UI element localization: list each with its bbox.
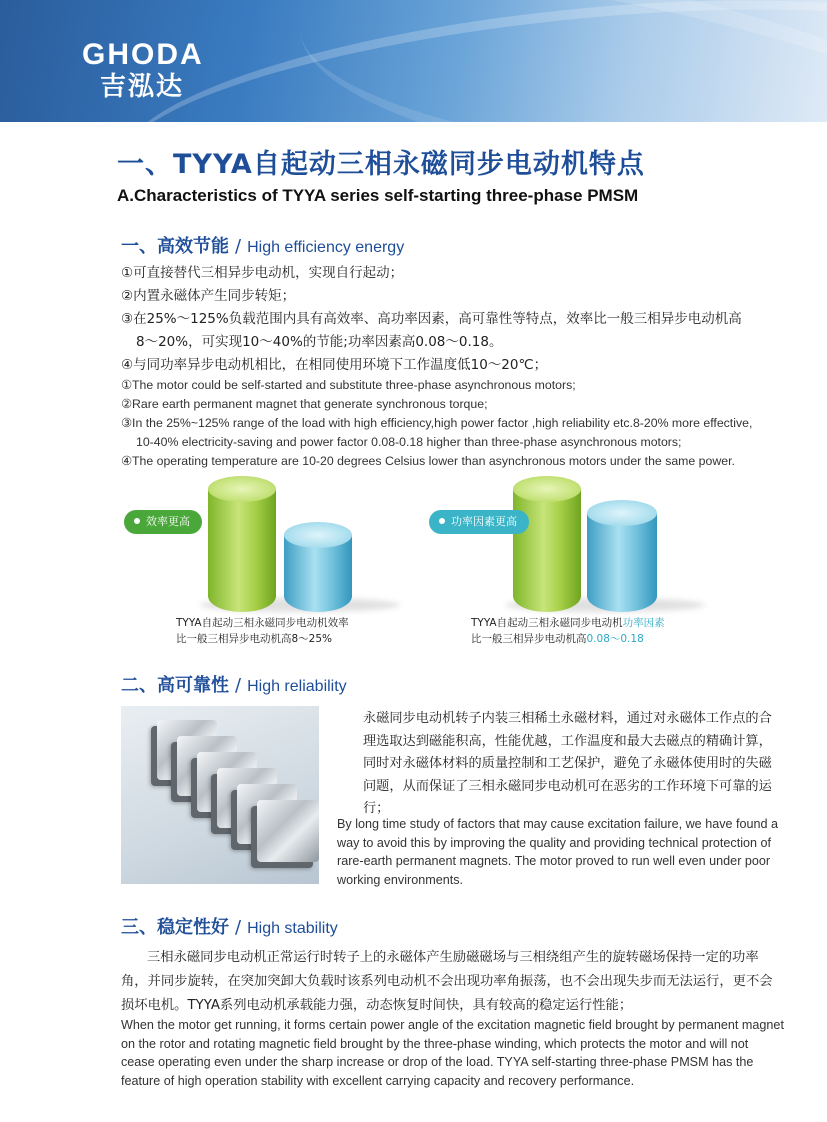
paragraph: 永磁同步电动机转子内装三相稀土永磁材料，通过对永磁体工作点的合理选取达到磁能积高，性能优越，工作温度和最大去磁点的精确计算，同时对永磁体材料的质量控制和工艺保护，避免了永磁体使用时的失磁问题，从而保证了三相永磁同步电动机可在恶劣的工作环境下可靠的运行； <box>363 711 772 816</box>
magnet-photo <box>121 706 319 884</box>
logo-chinese: 吉泓达 <box>100 72 185 102</box>
chart-caption <box>471 615 665 647</box>
async-motor-cylinder <box>587 500 657 612</box>
paragraph: 三相永磁同步电动机正常运行时转子上的永磁体产生励磁磁场与三相绕组产生的旋转磁场保持一定的功率角，并同步旋转，在突加突卸大负载时该系列电动机不会出现功率角振荡，也不会出现失步而无法运行，更不会损坏电机。TYYA系列电动机承载能力强，动态恢复时间快，具有较高的稳定运行性能； <box>121 950 773 1013</box>
list-item: ③In the 25%~125% range of the load with high efficiency,high power factor ,high reliability etc.8-20% more effective, <box>121 416 753 430</box>
feature-list-en <box>121 376 811 471</box>
caption-highlight: 0.08～0.18 <box>586 633 644 645</box>
caption-line: 比一般三相异步电动机高8～25% <box>176 633 333 645</box>
badge-label: 效率更高 <box>146 515 190 528</box>
list-item: ④与同功率异步电动机相比，在相同使用环境下工作温度低10～20℃； <box>121 357 548 373</box>
caption-highlight: 功率因素 <box>622 617 665 629</box>
section-heading-cn: 三、稳定性好 <box>121 917 229 938</box>
section-heading-en: High reliability <box>247 678 347 695</box>
section-heading-en: High stability <box>247 920 338 937</box>
list-item: ①The motor could be self-started and substitute three-phase asynchronous motors; <box>121 378 576 392</box>
caption-line: 比一般三相异步电动机高 <box>471 633 587 645</box>
page-subtitle: A.Characteristics of TYYA series self-starting three-phase PMSM <box>117 186 639 205</box>
list-item: 8～20%，可实现10～40%的节能;功率因素高0.08～0.18。 <box>136 334 503 350</box>
async-motor-cylinder <box>284 522 352 612</box>
chart-caption <box>176 615 349 647</box>
list-item: ②Rare earth permanent magnet that generate synchronous torque; <box>121 397 488 411</box>
section-heading-efficiency: 一、高效节能 / High efficiency energy <box>121 236 405 257</box>
magnet-block <box>257 800 319 862</box>
page-title: 一、TYYA自起动三相永磁同步电动机特点 <box>117 149 645 180</box>
list-item: ②内置永磁体产生同步转矩； <box>121 288 296 304</box>
reliability-text-en: By long time study of factors that may cause excitation failure, we have found a way to avoid this by improving the quality and providing technical protection of rare-earth permanent magnets. The motor proved to run well even under poor working environments. <box>337 817 779 887</box>
efficiency-comparison-graphic <box>120 470 400 650</box>
list-item: ③在25%～125%负载范围内具有高效率、高功率因素，高可靠性等特点，效率比一般三相异步电动机高 <box>121 311 742 327</box>
section-heading-stability: 三、稳定性好 / High stability <box>121 917 338 938</box>
list-item: 10-40% electricity-saving and power factor 0.08-0.18 higher than three-phase asynchronous motors; <box>136 435 682 449</box>
power-factor-badge <box>429 510 529 534</box>
pmsm-cylinder <box>208 476 276 612</box>
caption-line: TYYA自起动三相永磁同步电动机效率 <box>176 617 349 629</box>
logo-english: GHODA <box>82 38 204 71</box>
feature-list-cn <box>121 262 791 377</box>
section-heading-reliability: 二、高可靠性 / High reliability <box>121 675 347 696</box>
section-heading-en: High efficiency energy <box>247 239 405 256</box>
stability-text-en: When the motor get running, it forms certain power angle of the excitation magnetic field brought by permanent magnet on the rotor and rotating magnetic field brought by the three-phase winding, which protects the motor and will not cease operating even under the sharp increase or drop of the load. TYYA self-starting three-phase PMSM has the feature of high operation stability with excellent carrying capacity and recovery performance. <box>121 1018 784 1088</box>
section-heading-cn: 一、高效节能 <box>121 236 229 257</box>
efficiency-badge <box>124 510 202 534</box>
section-heading-cn: 二、高可靠性 <box>121 675 229 696</box>
power-factor-comparison-graphic <box>425 470 725 650</box>
list-item: ①可直接替代三相异步电动机，实现自行起动； <box>121 265 404 281</box>
banner-decoration <box>293 0 827 122</box>
header-banner <box>0 0 827 122</box>
list-item: ④The operating temperature are 10-20 degrees Celsius lower than asynchronous motors under the same power. <box>121 454 735 468</box>
caption-line: TYYA自起动三相永磁同步电动机 <box>471 617 623 629</box>
reliability-text-cn <box>337 708 782 821</box>
badge-label: 功率因素更高 <box>451 515 517 528</box>
stability-text-cn <box>121 946 783 1018</box>
pmsm-cylinder <box>513 476 581 612</box>
